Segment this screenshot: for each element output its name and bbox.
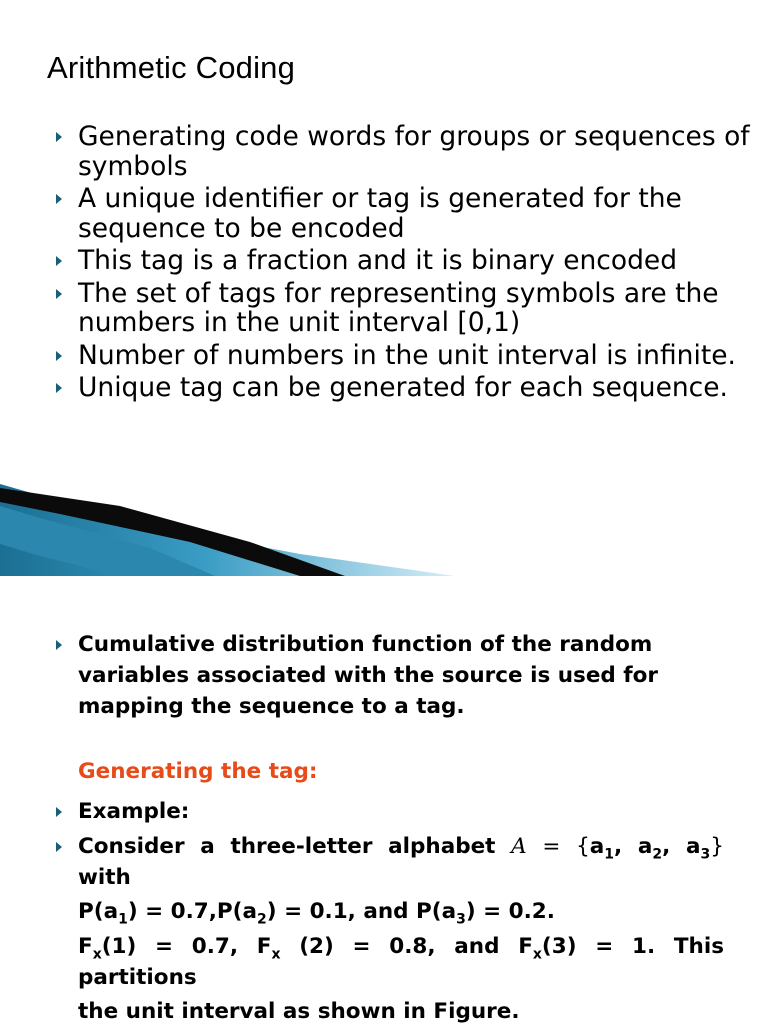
cdf-line: $F_x(1) = 0.7$, $F_x$ (2) = 0.8, and $F_x(3) = 1$. This partitions xyxy=(78,934,724,990)
bullet-list xyxy=(78,122,758,406)
triangle-right-icon xyxy=(56,194,62,204)
triangle-right-icon xyxy=(56,640,62,650)
probabilities-line: $P(a_1) = 0.7,P(a_2) = 0.1$, and $P(a_3) = 0.2$. xyxy=(78,899,555,928)
bullet-list xyxy=(78,796,724,897)
triangle-right-icon xyxy=(56,289,62,299)
list-item: This tag is a fraction and it is binary encoded xyxy=(78,246,758,276)
triangle-right-icon xyxy=(56,807,62,817)
bullet-list xyxy=(78,629,724,722)
list-item: Unique tag can be generated for each sequence. xyxy=(78,373,758,403)
list-item: Generating code words for groups or sequences of symbols xyxy=(78,122,758,181)
triangle-right-icon xyxy=(56,351,62,361)
list-item: Consider a three-letter alphabet $A = \{a_1$, $a_2$, $a_3$} with xyxy=(78,831,724,893)
triangle-right-icon xyxy=(56,383,62,393)
slide-title: Arithmetic Coding xyxy=(47,50,296,85)
list-item: The set of tags for representing symbols are the numbers in the unit interval [0,1) xyxy=(78,279,758,338)
list-item: A unique identifier or tag is generated for the sequence to be encoded xyxy=(78,184,758,243)
section-subheading: Generating the tag: xyxy=(78,759,318,784)
triangle-right-icon xyxy=(56,132,62,142)
closing-line: the unit interval as shown in Figure. xyxy=(78,999,520,1024)
slide-2 xyxy=(0,576,768,1024)
list-item: Cumulative distribution function of the random variables associated with the source is used for mapping the sequence to a tag. xyxy=(78,629,724,722)
triangle-right-icon xyxy=(56,842,62,852)
list-item: Example: xyxy=(78,796,724,827)
list-item: Number of numbers in the unit interval is infinite. xyxy=(78,341,758,371)
decorative-swoosh xyxy=(0,484,768,576)
triangle-right-icon xyxy=(56,256,62,266)
